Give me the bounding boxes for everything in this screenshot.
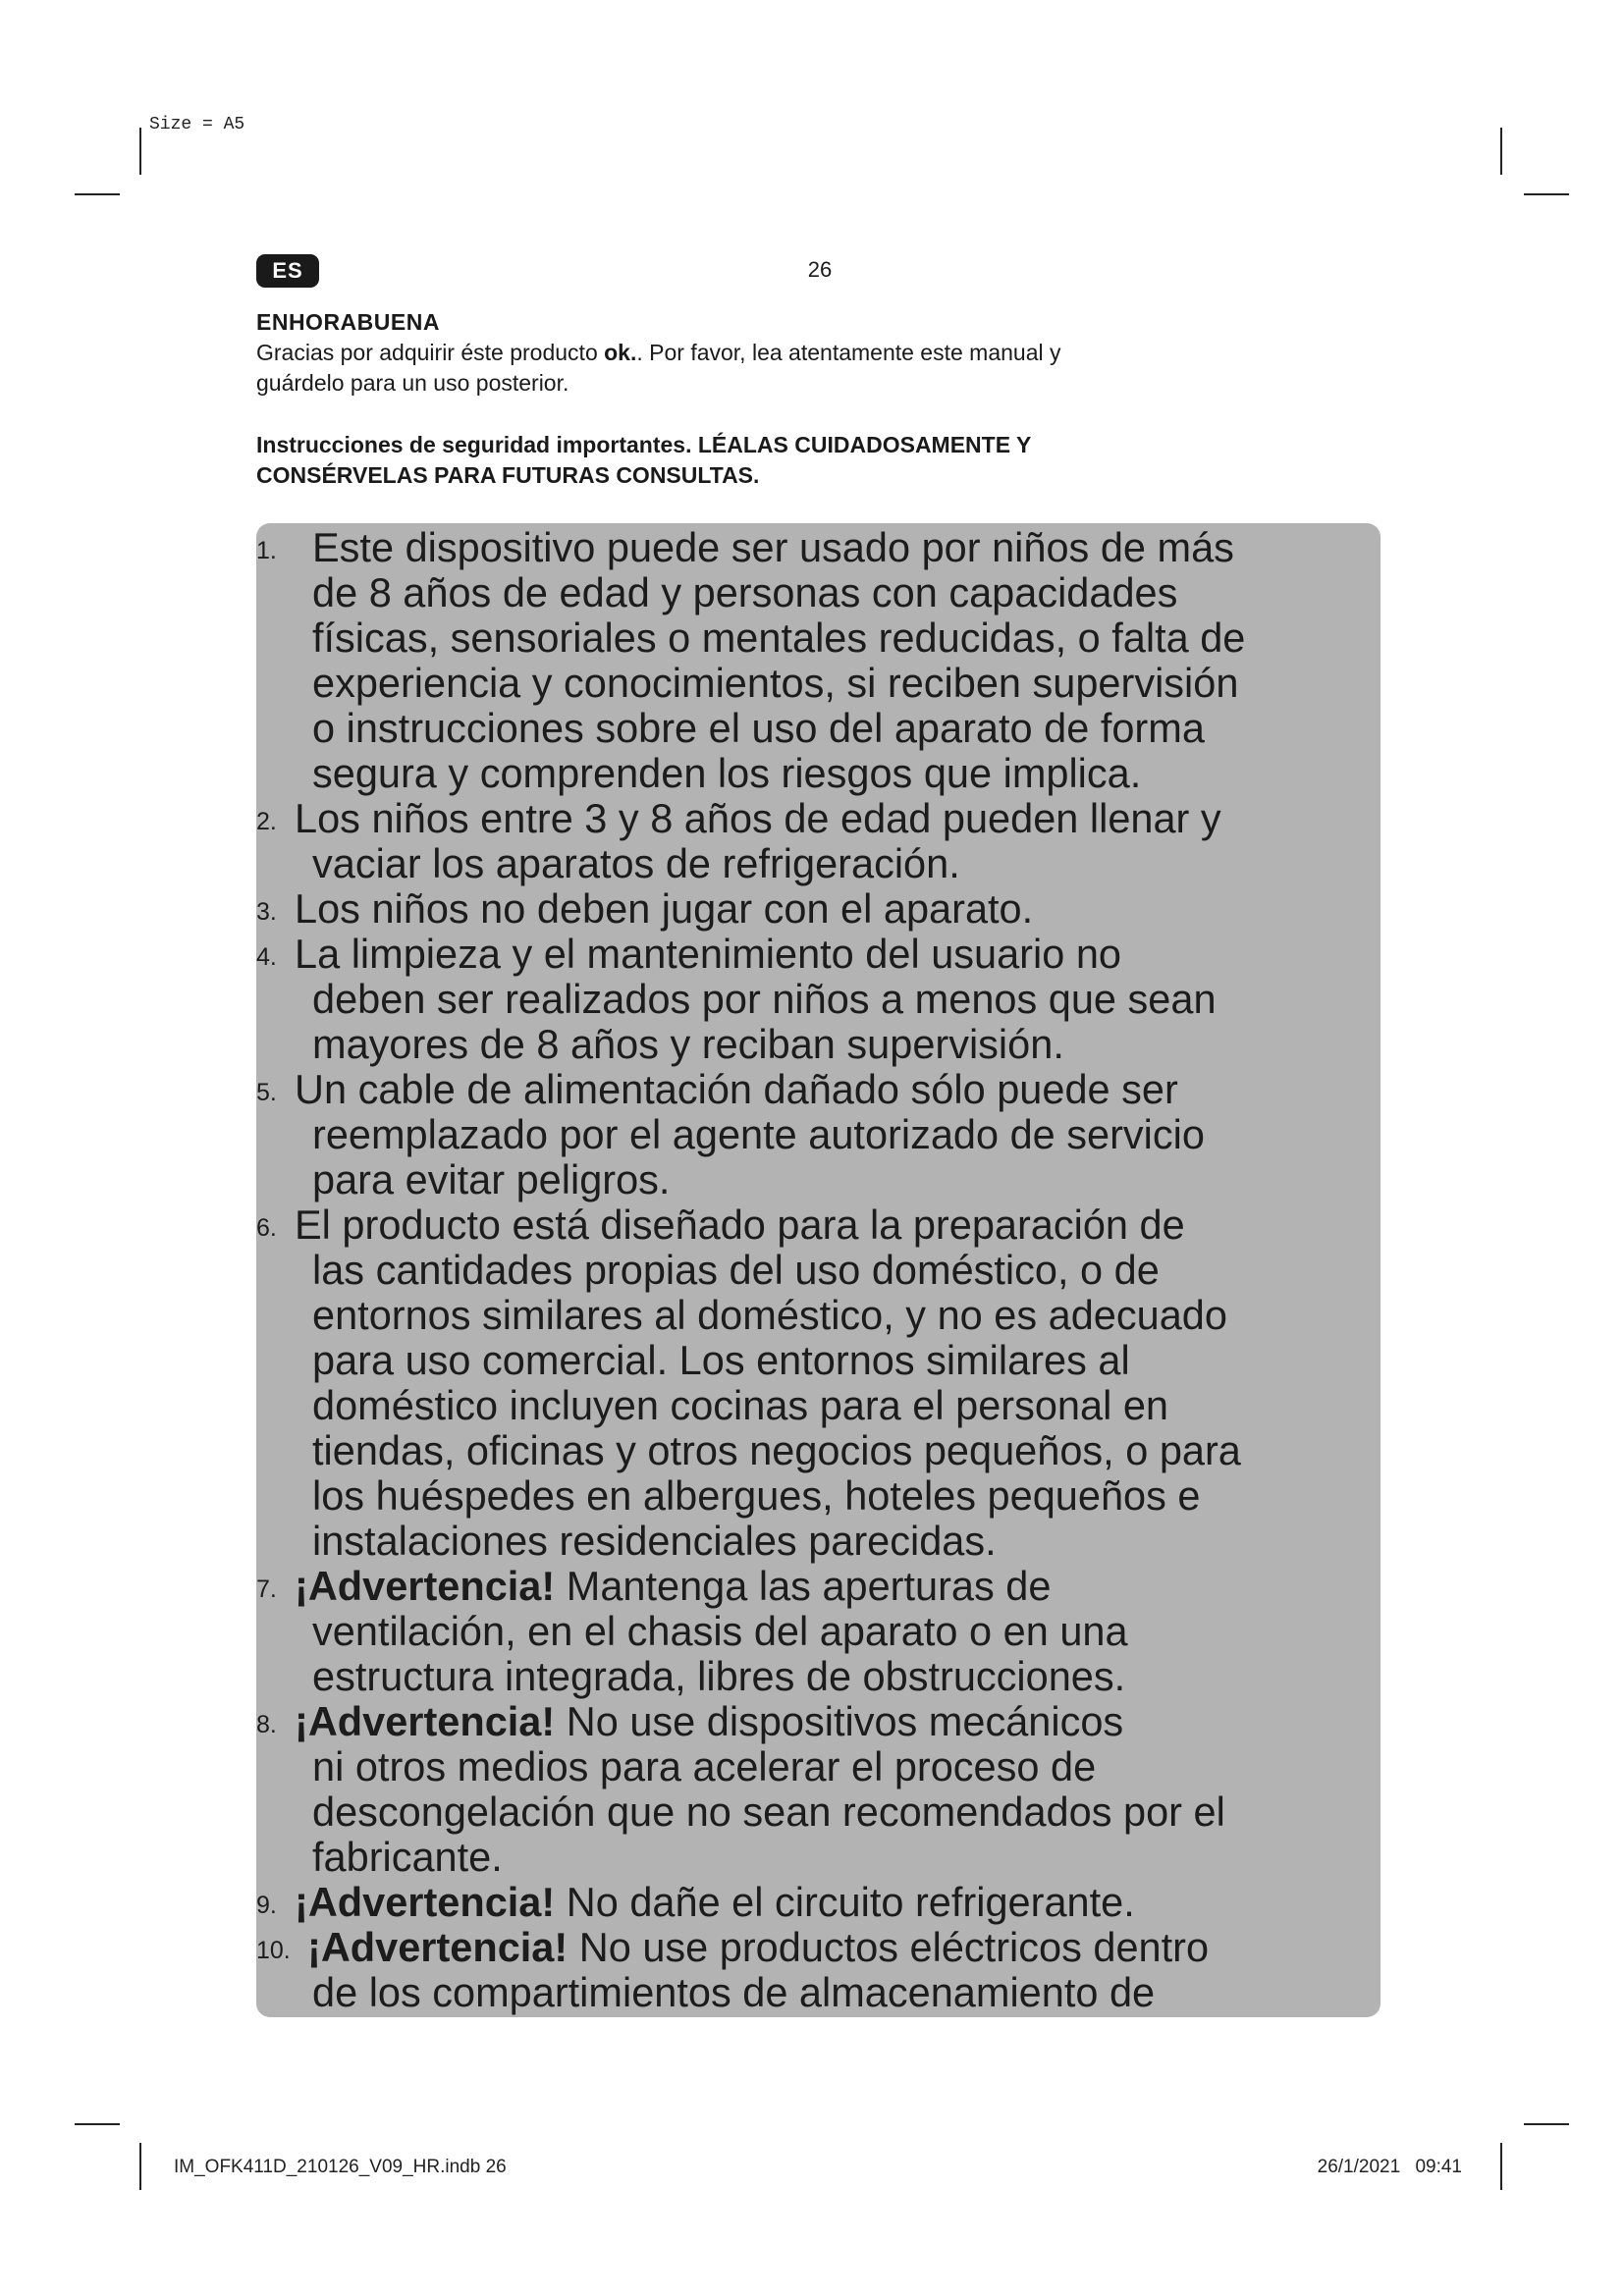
safety-item-text: de 8 años de edad y personas con capacidades <box>312 569 1178 615</box>
safety-item-text: físicas, sensoriales o mentales reducidas, o falta de <box>312 614 1246 661</box>
safety-item-line <box>312 1970 1378 2015</box>
safety-item-line <box>307 1925 1378 1970</box>
safety-item-number: 5. <box>256 1079 277 1106</box>
safety-item-text: No use dispositivos mecánicos <box>555 1698 1124 1744</box>
safety-item-line <box>312 1338 1378 1383</box>
safety-item-number: 6. <box>256 1214 277 1242</box>
safety-item-line <box>312 706 1378 751</box>
safety-item-number: 3. <box>256 898 277 926</box>
crop-mark-bottom-left-horizontal <box>75 2123 120 2125</box>
brand-name: ok. <box>604 340 637 365</box>
safety-item-line <box>312 1157 1378 1202</box>
safety-item-line <box>312 977 1378 1022</box>
crop-mark-top-left-vertical <box>139 128 141 175</box>
safety-item-text: de los compartimientos de almacenamiento de <box>312 1969 1156 2015</box>
safety-item <box>256 1067 1385 1202</box>
safety-item-text: mayores de 8 años y reciban supervisión. <box>312 1021 1064 1067</box>
safety-item-text: ni otros medios para acelerar el proceso de <box>312 1743 1097 1789</box>
page-number: 26 <box>807 257 833 282</box>
safety-item-line <box>295 1067 1378 1112</box>
safety-item-number: 2. <box>256 808 277 835</box>
safety-item-text: los huéspedes en albergues, hoteles pequeños e <box>312 1472 1201 1519</box>
safety-item-line <box>295 1699 1378 1744</box>
safety-item-number: 8. <box>256 1711 277 1738</box>
footer-date: 26/1/2021 <box>1317 2157 1401 2177</box>
footer-time: 09:41 <box>1415 2157 1462 2177</box>
safety-item-line <box>312 1609 1378 1654</box>
intro-section <box>256 306 1376 399</box>
intro-text-line2: guárdelo para un uso posterior. <box>256 370 569 396</box>
safety-item-text: para evitar peligros. <box>312 1156 671 1202</box>
safety-item-line <box>295 932 1378 977</box>
safety-item-text: para uso comercial. Los entornos similares al <box>312 1337 1130 1383</box>
safety-item-number: 9. <box>256 1892 277 1919</box>
safety-item <box>256 886 1385 932</box>
intro-text <box>256 338 1376 399</box>
crop-mark-bottom-right-vertical <box>1500 2143 1502 2190</box>
safety-item-text: doméstico incluyen cocinas para el personal en <box>312 1382 1169 1428</box>
safety-instructions-list <box>256 525 1385 2015</box>
safety-item-line <box>312 1248 1378 1293</box>
safety-item-text: La limpieza y el mantenimiento del usuario no <box>295 931 1121 977</box>
safety-item <box>256 1925 1385 2015</box>
safety-item-line <box>312 1022 1378 1067</box>
language-badge: ES <box>256 254 319 288</box>
safety-item-text: tiendas, oficinas y otros negocios pequeños, o para <box>312 1427 1241 1473</box>
footer-file-name: IM_OFK411D_210126_V09_HR.indb 26 <box>174 2157 507 2177</box>
safety-item-text: deben ser realizados por niños a menos que sean <box>312 976 1217 1022</box>
intro-text-before: Gracias por adquirir éste producto <box>256 340 605 365</box>
crop-mark-bottom-left-vertical <box>139 2143 141 2190</box>
safety-item-line <box>312 1473 1378 1519</box>
safety-item-line <box>312 1383 1378 1428</box>
safety-heading-line2: CONSÉRVELAS PARA FUTURAS CONSULTAS. <box>256 462 760 488</box>
safety-item-text: instalaciones residenciales parecidas. <box>312 1518 997 1564</box>
warning-label: ¡Advertencia! <box>295 1698 556 1744</box>
safety-item-text: fabricante. <box>312 1834 503 1880</box>
safety-item-text: estructura integrada, libres de obstrucciones. <box>312 1653 1126 1699</box>
footer-timestamp <box>1318 2157 1462 2178</box>
crop-mark-top-right-vertical <box>1500 128 1502 175</box>
warning-label: ¡Advertencia! <box>295 1563 556 1609</box>
print-size-label: Size = A5 <box>149 115 245 134</box>
safety-item-text: descongelación que no sean recomendados por el <box>312 1789 1225 1835</box>
safety-item-line <box>312 1744 1378 1789</box>
safety-item-number: 7. <box>256 1575 277 1603</box>
safety-item-line <box>312 1519 1378 1564</box>
safety-item-text: Mantenga las aperturas de <box>555 1563 1052 1609</box>
safety-item-number: 10. <box>256 1937 291 1964</box>
safety-item-text: No dañe el circuito refrigerante. <box>555 1879 1135 1925</box>
safety-heading <box>256 430 1376 491</box>
safety-item-text: entornos similares al doméstico, y no es adecuado <box>312 1292 1227 1338</box>
safety-item-text: Este dispositivo puede ser usado por niños de más <box>312 524 1234 570</box>
safety-item-line <box>295 886 1378 932</box>
safety-item-text: No use productos eléctricos dentro <box>568 1924 1210 1970</box>
intro-text-after: . Por favor, lea atentamente este manual y <box>636 340 1061 365</box>
safety-item <box>256 932 1385 1067</box>
safety-item-number: 1. <box>256 537 277 564</box>
safety-item-line <box>295 1564 1378 1609</box>
intro-title: ENHORABUENA <box>256 309 440 335</box>
safety-item-line <box>312 1293 1378 1338</box>
safety-item-line <box>312 751 1378 796</box>
safety-item-text: ventilación, en el chasis del aparato o en una <box>312 1608 1128 1654</box>
safety-item-text: Un cable de alimentación dañado sólo puede ser <box>295 1066 1178 1112</box>
safety-item-line <box>312 841 1378 886</box>
safety-item-number: 4. <box>256 943 277 971</box>
warning-label: ¡Advertencia! <box>295 1879 556 1925</box>
safety-item-line <box>312 1654 1378 1699</box>
safety-item-line <box>312 570 1378 615</box>
safety-item-line <box>312 1112 1378 1157</box>
safety-item-line <box>312 615 1378 661</box>
safety-item-line <box>295 796 1378 841</box>
safety-item-text: El producto está diseñado para la preparación de <box>295 1201 1185 1248</box>
safety-item-line <box>312 661 1378 706</box>
safety-item-text: las cantidades propias del uso doméstico, o de <box>312 1247 1160 1293</box>
safety-item-text: experiencia y conocimientos, si reciben supervisión <box>312 660 1239 706</box>
safety-item-line <box>295 1202 1378 1248</box>
safety-item-line <box>295 1880 1378 1925</box>
safety-item-text: o instrucciones sobre el uso del aparato de forma <box>312 705 1205 751</box>
safety-item-text: vaciar los aparatos de refrigeración. <box>312 840 960 886</box>
safety-item-text: segura y comprenden los riesgos que implica. <box>312 750 1142 796</box>
safety-item <box>256 1202 1385 1564</box>
safety-item-text: Los niños no deben jugar con el aparato. <box>295 885 1034 932</box>
crop-mark-top-right-horizontal <box>1524 193 1569 195</box>
safety-item-line <box>312 1789 1378 1835</box>
safety-item <box>256 525 1385 796</box>
safety-item-line <box>312 1428 1378 1473</box>
crop-mark-bottom-right-horizontal <box>1524 2123 1569 2125</box>
safety-item <box>256 1880 1385 1925</box>
safety-item <box>256 796 1385 886</box>
safety-heading-line1: Instrucciones de seguridad importantes. LÉALAS CUIDADOSAMENTE Y <box>256 432 1032 457</box>
crop-mark-top-left-horizontal <box>75 193 120 195</box>
safety-item <box>256 1699 1385 1880</box>
safety-item-text: reemplazado por el agente autorizado de servicio <box>312 1111 1205 1157</box>
safety-item-text: Los niños entre 3 y 8 años de edad pueden llenar y <box>295 795 1221 841</box>
safety-item <box>256 1564 1385 1699</box>
safety-item-line <box>312 1835 1378 1880</box>
safety-item-line <box>312 525 1378 570</box>
warning-label: ¡Advertencia! <box>307 1924 568 1970</box>
